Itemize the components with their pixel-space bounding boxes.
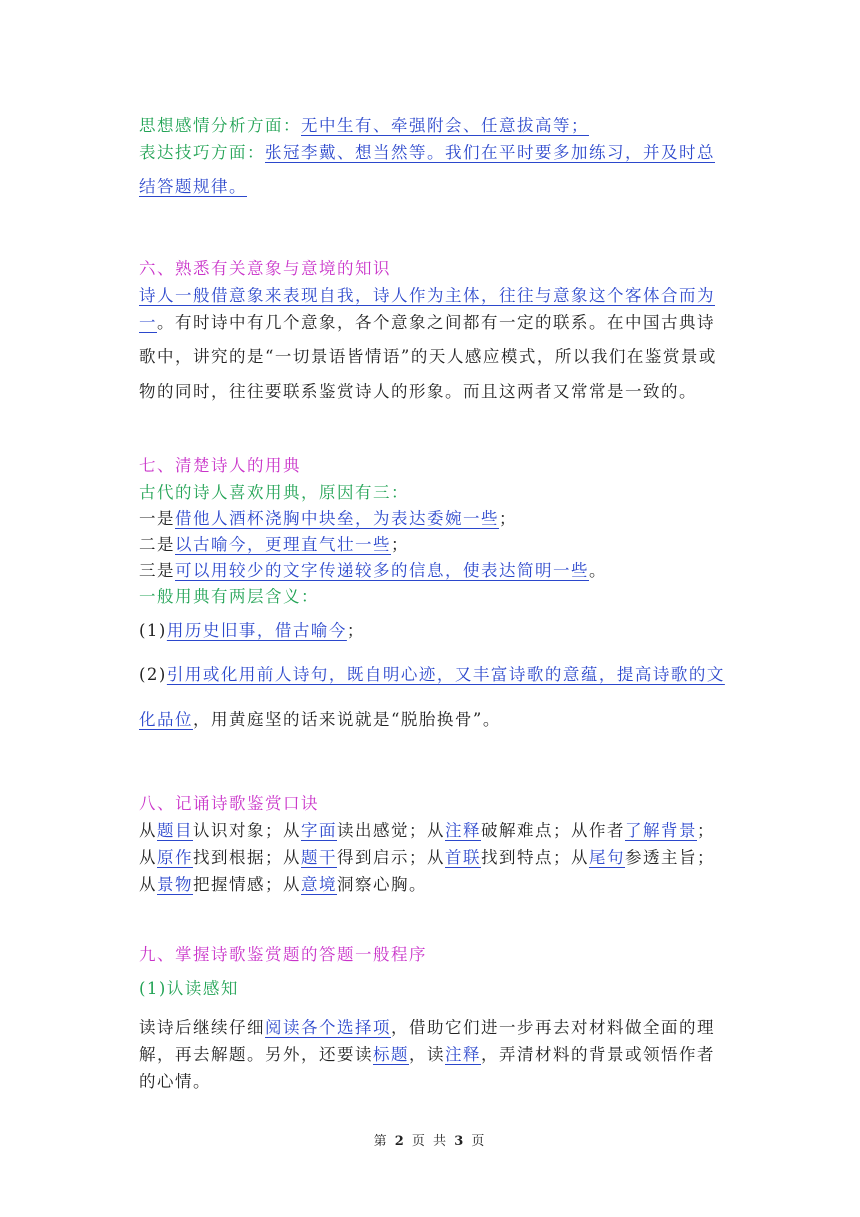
mnemonic-text: 从 [139, 821, 157, 840]
step-1-text: 解，再去解题。另外，还要读 [139, 1045, 373, 1064]
step-1-key: 注释 [445, 1045, 481, 1064]
mnemonic-text: ； [697, 821, 715, 840]
allusion-meaning-2 [139, 661, 725, 685]
section-6-highlight-end: 一 [139, 313, 157, 332]
mnemonic-line-3 [139, 871, 427, 895]
allusion-2-text: 引用或化用前人诗句，既自明心迹，又丰富诗歌的意蕴，提高诗歌的文 [166, 665, 725, 684]
technique-line [139, 139, 715, 163]
mnemonic-text: 得到启示；从 [337, 848, 445, 867]
mnemonic-key: 景物 [157, 875, 193, 894]
section-6-para-line-1 [139, 282, 715, 306]
step-1-para-line-1 [139, 1014, 715, 1038]
step-1-text: ，读 [409, 1045, 445, 1064]
allusion-meaning-1 [139, 617, 365, 641]
reason-2-text: 以古喻今，更理直气壮一些 [175, 535, 391, 554]
reason-1-label: 一是 [139, 509, 175, 528]
technique-label: 表达技巧方面： [139, 143, 265, 162]
mnemonic-text: 找到根据；从 [193, 848, 301, 867]
mnemonic-text: 破解难点；从作者 [481, 821, 625, 840]
mnemonic-key: 了解背景 [625, 821, 697, 840]
allusion-meaning-2-cont [139, 706, 501, 730]
allusion-2-number: (2) [139, 665, 167, 684]
mnemonic-key: 尾句 [589, 848, 625, 867]
reason-1-punct: ； [499, 509, 517, 528]
footer-prefix: 第 [373, 1134, 389, 1149]
technique-text-cont: 结答题规律。 [139, 177, 247, 196]
step-1-text: ，借助它们进一步再去对材料做全面的理 [391, 1018, 715, 1037]
reason-3 [139, 557, 607, 581]
allusion-2-tail: ，用黄庭坚的话来说就是“脱胎换骨”。 [193, 710, 501, 729]
section-6-para-line-4: 物的同时，往往要联系鉴赏诗人的形象。而且这两者又常常是一致的。 [139, 382, 697, 401]
allusion-meaning-intro: 一般用典有两层含义： [139, 587, 319, 606]
reason-1-text: 借他人酒杯浇胸中块垒，为表达委婉一些 [175, 509, 499, 528]
mnemonic-text: 认识对象；从 [193, 821, 301, 840]
step-1-key: 标题 [373, 1045, 409, 1064]
step-1-para-line-2 [139, 1041, 715, 1065]
mnemonic-text: 参透主旨； [625, 848, 715, 867]
reason-3-punct: 。 [589, 561, 607, 580]
section-6-para-line-3: 歌中，讲究的是“一切景语皆情语”的天人感应模式，所以我们在鉴赏景或 [139, 347, 717, 366]
thought-analysis-text: 无中生有、牵强附会、任意拔高等； [301, 116, 589, 135]
step-1-text: 读诗后继续仔细 [139, 1018, 265, 1037]
section-8-heading: 八、记诵诗歌鉴赏口诀 [139, 794, 319, 813]
current-page-number: 2 [394, 1134, 406, 1149]
section-7-heading: 七、清楚诗人的用典 [139, 456, 301, 475]
reason-2 [139, 531, 409, 555]
mnemonic-text: 从 [139, 848, 157, 867]
mnemonic-line-1 [139, 817, 715, 841]
reason-1 [139, 505, 517, 529]
reason-2-punct: ； [391, 535, 409, 554]
step-1-key: 阅读各个选择项 [265, 1018, 391, 1037]
thought-analysis-label: 思想感情分析方面： [139, 116, 301, 135]
mnemonic-key: 题目 [157, 821, 193, 840]
mnemonic-text: 找到特点；从 [481, 848, 589, 867]
mnemonic-key: 注释 [445, 821, 481, 840]
section-9-heading: 九、掌握诗歌鉴赏题的答题一般程序 [139, 945, 427, 964]
technique-line-cont [139, 173, 247, 197]
allusion-1-punct: ； [346, 621, 365, 640]
reason-2-label: 二是 [139, 535, 175, 554]
reason-3-label: 三是 [139, 561, 175, 580]
allusion-2-text-end: 化品位 [139, 710, 193, 729]
step-1-para-line-3: 的心情。 [139, 1072, 211, 1091]
thought-analysis-line [139, 112, 589, 136]
mnemonic-text: 读出感觉；从 [337, 821, 445, 840]
mnemonic-key: 原作 [157, 848, 193, 867]
mnemonic-key: 字面 [301, 821, 337, 840]
mnemonic-text: 把握情感；从 [193, 875, 301, 894]
mnemonic-line-2 [139, 844, 715, 868]
footer-suffix: 页 [471, 1134, 487, 1149]
step-1-heading: (1)认读感知 [139, 979, 239, 998]
section-7-intro: 古代的诗人喜欢用典，原因有三： [139, 483, 409, 502]
allusion-1-text: 用历史旧事，借古喻今 [166, 621, 347, 640]
section-6-para-line-2 [139, 309, 715, 333]
mnemonic-key: 首联 [445, 848, 481, 867]
reason-3-text: 可以用较少的文字传递较多的信息，使表达简明一些 [175, 561, 589, 580]
section-6-text: 。有时诗中有几个意象，各个意象之间都有一定的联系。在中国古典诗 [157, 313, 715, 332]
mnemonic-text: 从 [139, 875, 157, 894]
technique-text: 张冠李戴、想当然等。我们在平时要多加练习，并及时总 [265, 143, 715, 162]
total-page-number: 3 [454, 1134, 466, 1149]
section-6-highlight: 诗人一般借意象来表现自我，诗人作为主体，往往与意象这个客体合而为 [139, 286, 715, 305]
footer-mid: 页 共 [411, 1134, 449, 1149]
page-footer [0, 1130, 860, 1149]
mnemonic-text: 洞察心胸。 [337, 875, 427, 894]
mnemonic-key: 题干 [301, 848, 337, 867]
allusion-1-number: (1) [139, 621, 167, 640]
step-1-text: ，弄清材料的背景或领悟作者 [481, 1045, 715, 1064]
mnemonic-key: 意境 [301, 875, 337, 894]
section-6-heading: 六、熟悉有关意象与意境的知识 [139, 259, 391, 278]
